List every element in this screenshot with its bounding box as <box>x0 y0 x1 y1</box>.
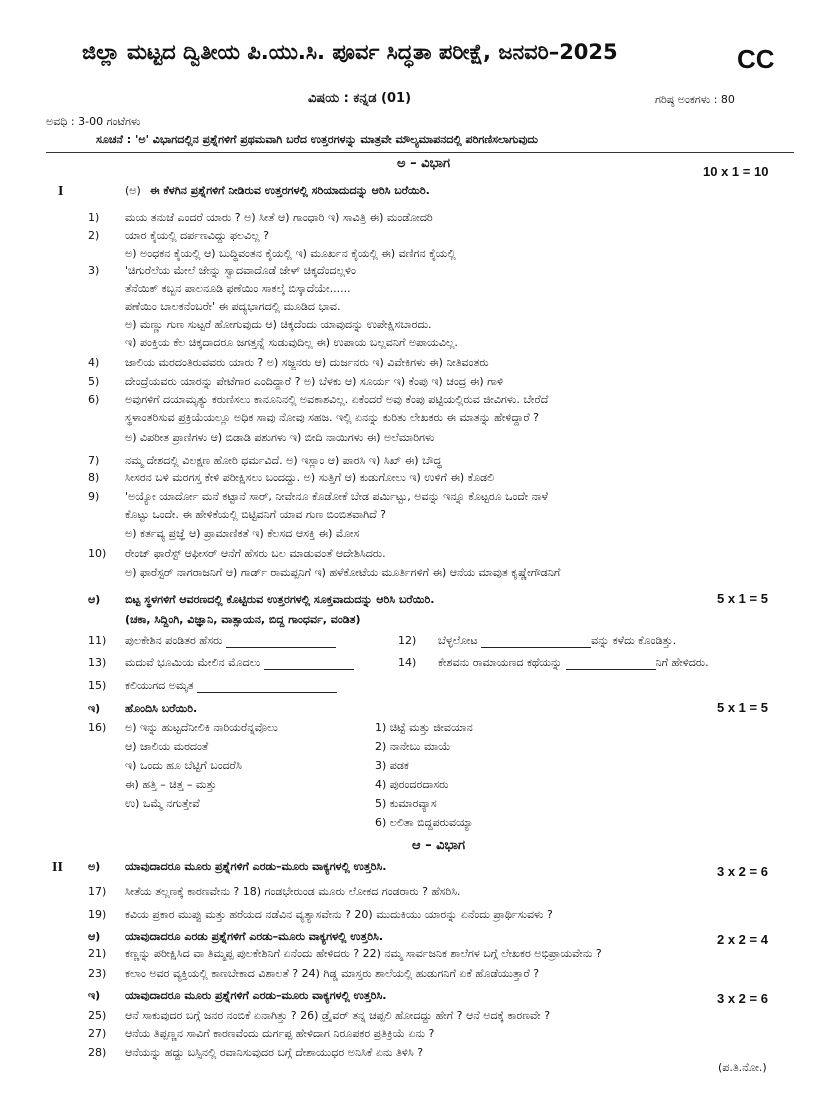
match-left-item: ಆ) ಜಾಲಿಯ ಮರದಂತೆ <box>125 740 209 753</box>
subject-label: ವಿಷಯ : ಕನ್ನಡ (01) <box>308 91 412 106</box>
section-b-group-label: ಆ) <box>88 930 101 943</box>
part-a-label: (ಅ) <box>125 184 141 197</box>
section-b-group-instruction: ಯಾವುದಾದರೂ ಮೂರು ಪ್ರಶ್ನೆಗಳಿಗೆ ಎರಡು–ಮೂರು ವಾಕ್ಯಗಳಲ್ಲಿ ಉತ್ತರಿಸಿ. <box>125 989 387 1002</box>
q-number: 15) <box>88 679 107 692</box>
section-b-group-instruction: ಯಾವುದಾದರೂ ಮೂರು ಪ್ರಶ್ನೆಗಳಿಗೆ ಎರಡು–ಮೂರು ವಾಕ್ಯಗಳಲ್ಲಿ ಉತ್ತರಿಸಿ. <box>125 860 387 873</box>
question-number: 28) <box>88 1046 107 1059</box>
section-a-heading: ಅ – ವಿಭಾಗ <box>397 156 451 171</box>
q-number: 14) <box>398 656 417 669</box>
question-number: 27) <box>88 1027 107 1040</box>
question-text: ದೇಂದ್ರೆಯವರು ಯಾರನ್ನು ಪೇಟೆಗಾರ ಎಂದಿದ್ದಾರೆ ? ಅ) ಬೆಳಕು ಆ) ಸೂರ್ಯ ಇ) ಕೆಂಪು ಇ) ಚಂದ್ರ ಈ) ಗಾಳಿ <box>125 375 503 388</box>
part-a-marks: 10 x 1 = 10 <box>703 164 769 179</box>
match-left-item: ಉ) ಒಮ್ಮೆ ನಗುತ್ತೇವೆ <box>125 797 200 810</box>
question-number: 6) <box>88 393 100 406</box>
question-number: 17) <box>88 885 107 898</box>
match-left-item: ಈ) ಹತ್ತಿ – ಚಿತ್ತ – ಮತ್ತು <box>125 778 217 791</box>
question-text: 'ಅಯ್ಯೋ ಯಾರ್ದೋ ಮನೆ ಕಟ್ಟಾನೆ ಸಾರ್, ನೀವೇನೂ ಕೊಡೋಕೆ ಬೇಡ ಪರ್ಮಿಟ್ಟು, ಅವನ್ನು ಇನ್ನೂ ಕೊಟ್ಟರೂ ಒಂದೇ ನಾಳೆ <box>125 490 549 503</box>
question-number: 2) <box>88 229 100 242</box>
q-text-post: ವನ್ನು ಕಳೆದು ಕೊಂಡಿತ್ತು. <box>591 634 677 647</box>
part-b-options: (ಚಕಾ, ಸಿದ್ದಿಂಗಿ, ವಿಜ್ಞಾನಿ, ವಾತ್ಸಾಯನ, ಬಿದ್ದ ಗಾಂಧರ್ವ, ವಂಡಿತ) <box>125 613 361 626</box>
question-line: ಪಣೆಯಿಂ ಬಾಲಕನೆಂಬರೇ' ಈ ಪದ್ಯಭಾಗದಲ್ಲಿ ಮೂಡಿದ ಭಾವ. <box>125 300 341 313</box>
question-number: 10) <box>88 547 107 560</box>
answer-blank[interactable] <box>481 637 591 648</box>
question-text: ಯಾರ ಕೈಯಲ್ಲಿ ದರ್ಪಣವಿದ್ದು ಫಲವಿಲ್ಲ ? <box>125 229 270 242</box>
q-number: 11) <box>88 634 107 647</box>
question-text: ಆನೆಯ ತಿಪ್ಪಣ್ಣನ ಸಾವಿಗೆ ಕಾರಣವೆಂದು ದುರ್ಗಪ್ಪ ಹೇಳಿದಾಗ ನಿರೂಪಕರ ಪ್ರತಿಕ್ರಿಯೆ ಏನು ? <box>125 1027 435 1040</box>
question-line: ಅ) ಕರ್ತವ್ಯ ಪ್ರಜ್ಞೆ ಆ) ಪ್ರಾಮಾಣಿಕತೆ ಇ) ಕೆಲಸದ ಆಸಕ್ತಿ ಈ) ಮೋಸ <box>125 527 360 540</box>
section-b-group-marks: 2 x 2 = 4 <box>717 932 768 947</box>
instruction-note: ಸೂಚನೆ : 'ಅ' ವಿಭಾಗದಲ್ಲಿನ ಪ್ರಶ್ನೆಗಳಿಗೆ ಪ್ರಥಮವಾಗಿ ಬರೆದ ಉತ್ತರಗಳನ್ನು ಮಾತ್ರವೇ ಮೌಲ್ಯಮಾಪನದಲ್ಲಿ ಪರಿಗಣಿಸಲಾಗುವುದು <box>96 133 538 146</box>
question-line: ಅ) ವಿಪರೀತ ಪ್ರಾಣಿಗಳು ಆ) ಬಿಡಾಡಿ ಪಶುಗಳು ಇ) ಬೀದಿ ನಾಯಿಗಳು ಈ) ಅಲೆಮಾರಿಗಳು <box>125 431 435 444</box>
blank-q15 <box>88 679 337 693</box>
question-text: ಕಣ್ಣನ್ನು ಪರೀಕ್ಷಿಸಿದ ವಾ ತಿಮ್ಮಪ್ಪ ಪುಲಕೇಶಿನಿಗೆ ಏನೆಂದು ಹೇಳಿದರು ? 22) ನಮ್ಮ ಸಾರ್ವಜನಿಕ ಶಾಲೆಗಳ ಬಗ್ಗೆ ಲೇಖಕರ ಅಭಿಪ್ರಾಯವೇನು ? <box>125 947 602 960</box>
header-divider <box>46 152 794 153</box>
part-b-instruction: ಬಿಟ್ಟ ಸ್ಥಳಗಳಿಗೆ ಆವರಣದಲ್ಲಿ ಕೊಟ್ಟಿರುವ ಉತ್ತರಗಳಲ್ಲಿ ಸೂಕ್ತವಾದುದನ್ನು ಆರಿಸಿ ಬರೆಯಿರಿ. <box>125 593 435 606</box>
question-text: 'ಚಿಗುರೆಲೆಯ ಮೇಲೆ ಜೇನ್ನು ಸ್ವಾದವಾದೊಡೆ ಜೇಳ್ ಚಿಕ್ಕದೆಂದಲ್ಲಳಿಂ <box>125 264 356 277</box>
question-line: ಅ) ಮಣ್ಣು ಗುಣ ಸುಟ್ಟರೆ ಹೋಗುವುದು ಆ) ಚಿಕ್ಕದೆಂದು ಯಾವುದನ್ನು ಉಪೇಕ್ಷಿಸಬಾರದು. <box>125 318 432 331</box>
question-text: ಸೀಸರನ ಬಳಿ ಮರಗಸ್ತ ಕೇಳಿ ಪರೀಕ್ಷಿಸಲು ಬಂದದ್ದು. ಅ) ಸುತ್ತಿಗೆ ಆ) ಕುಡುಗೋಲು ಇ) ಉಳಿಗೆ ಈ) ಕೊಡಲಿ <box>125 471 495 484</box>
part-c-instruction: ಹೊಂದಿಸಿ ಬರೆಯಿರಿ. <box>125 702 198 715</box>
question-text: ಆನೆಯನ್ನು ಹದ್ದು ಬಸ್ಸಿನಲ್ಲಿ ರವಾನಿಸುವುದರ ಬಗ್ಗೆ ದೇಶಾಯುಧರ ಅನಿಸಿಕೆ ಏನು ತಿಳಿಸಿ ? <box>125 1046 424 1059</box>
section-b-group-label: ಅ) <box>88 860 101 873</box>
blank-q13 <box>88 656 354 670</box>
max-marks: ಗರಿಷ್ಠ ಅಂಕಗಳು : 80 <box>655 93 735 106</box>
match-right-item: 3) ಪಡಕ <box>375 759 409 772</box>
question-text: ಜಾಲಿಯ ಮರದಂತಿರುವವರು ಯಾರು ? ಅ) ಸಜ್ಜನರು ಆ) ದುರ್ಜನರು ಇ) ವಿವೇಕಿಗಳು ಈ) ನೀತಿವಂತರು <box>125 356 489 369</box>
question-text: ಸೀತೆಯ ತಲ್ಲಣಕ್ಕೆ ಕಾರಣವೇನು ? 18) ಗಂಡಭೇರುಂಡ ಮೂರು ಲೋಕದ ಗಂಡರಾರು ? ಹೆಸರಿಸಿ. <box>125 885 461 898</box>
question-text: ರೇಂಜ್ ಫಾರೆಸ್ಟ್ ಆಫೀಸರ್ ಆನೆಗೆ ಹೆಸರು ಬಲ ಮಾಡುವಂತೆ ಆದೇಶಿಸಿದರು. <box>125 547 386 560</box>
question-text: ಆನೆ ಸಾಕುವುದರ ಬಗ್ಗೆ ಜನರ ನಂಬಿಕೆ ಏನಾಗಿತ್ತು ? 26) ಡ್ರೈವರ್ ತನ್ನ ಚಪ್ಪಲಿ ಹೋದದ್ದು ಹೇಗೆ ? ಆನೆ ಅದಕ್ಕೆ ಕಾರಣವೇ ? <box>125 1009 551 1022</box>
question-number: 4) <box>88 356 100 369</box>
section-b-group-label: ಇ) <box>88 989 101 1002</box>
question-line: ಅ) ಫಾರೆಸ್ಟರ್ ನಾಗರಾಜನಿಗೆ ಆ) ಗಾರ್ಡ್ ರಾಮಪ್ಪನಿಗೆ ಇ) ಹಳೆಕೋಟೆಯ ಮೂರ್ತಿಗಳಿಗೆ ಈ) ಆನೆಯ ಮಾವುತ ಕೃಷ್ಣೇಗೌಡನಿಗೆ <box>125 566 561 579</box>
page-turn-over: (ಪ.ತಿ.ನೋ.) <box>718 1061 767 1074</box>
part-c-marks: 5 x 1 = 5 <box>717 700 768 715</box>
section-b-heading: ಆ – ವಿಭಾಗ <box>412 838 466 853</box>
section-b-group-instruction: ಯಾವುದಾದರೂ ಎರಡು ಪ್ರಶ್ನೆಗಳಿಗೆ ಎರಡು–ಮೂರು ವಾಕ್ಯಗಳಲ್ಲಿ ಉತ್ತರಿಸಿ. <box>125 930 384 943</box>
question-number: 7) <box>88 454 100 467</box>
question-line: ಸ್ಥಳಾಂತರಿಸುವ ಪ್ರಕ್ರಿಯೆಯಲ್ಲೂ ಅಧಿಕ ಸಾವು ನೋವು ಸಹಜ. ಇಲ್ಲಿ ಏನನ್ನು ಕುರಿತು ಲೇಖಕರು ಈ ಮಾತನ್ನು ಹೇಳಿದ್ದಾರೆ ? <box>125 411 539 424</box>
part-c-label: ಇ) <box>88 702 101 715</box>
question-number: 19) <box>88 908 107 921</box>
q-text: ಮದುವೆ ಭೂಮಿಯ ಮೇಲಿನ ಮೊದಲು <box>125 656 261 669</box>
match-right-item: 1) ಚಿಟ್ಟೆ ಮತ್ತು ಜೀವಯಾನ <box>375 721 473 734</box>
exam-title: ಜಿಲ್ಲಾ ಮಟ್ಟದ ದ್ವಿತೀಯ ಪಿ.ಯು.ಸಿ. ಪೂರ್ವ ಸಿದ್ಧತಾ ಪರೀಕ್ಷೆ, ಜನವರಿ–2025 <box>82 40 618 64</box>
match-right-item: 2) ನಾನೇಬು ಮಾಯೆ <box>375 740 451 753</box>
blank-q11 <box>88 634 336 648</box>
question-number: 5) <box>88 375 100 388</box>
q16-number: 16) <box>88 721 107 734</box>
question-number: 8) <box>88 471 100 484</box>
match-right-item: 6) ಲಲಿತಾ ಬಿದ್ದಪರುವಯ್ಯಾ <box>375 816 474 829</box>
section-b-roman: II <box>52 860 63 875</box>
match-right-item: 5) ಕುಮಾರವ್ಯಾಸ <box>375 797 437 810</box>
q-text: ಕಲಿಯುಗದ ಅಮೃತ <box>125 679 194 692</box>
question-text: ಕವಿಯ ಪ್ರಕಾರ ಮುಪ್ಪು ಮತ್ತು ಹರೆಯದ ನಡೆವಿನ ವ್ಯತ್ಯಾಸವೇನು ? 20) ಮುದುಕಿಯು ಯಾರನ್ನು ಏನೆಂದು ಪ್ರಾರ್ಥಿಸುವಳು ? <box>125 908 553 921</box>
answer-blank[interactable] <box>226 637 336 648</box>
question-number: 1) <box>88 211 100 224</box>
part-b-label: ಆ) <box>88 593 101 606</box>
question-number: 25) <box>88 1009 107 1022</box>
answer-blank[interactable] <box>197 682 337 693</box>
duration: ಅವಧಿ : 3-00 ಗಂಟೆಗಳು <box>46 115 141 128</box>
question-number: 3) <box>88 264 100 277</box>
question-text: ಮಯ ತನುಜೆ ಎಂದರೆ ಯಾರು ? ಅ) ಸೀತೆ ಆ) ಗಾಂಧಾರಿ ಇ) ಸಾವಿತ್ರಿ ಈ) ಮಂಡೋದರಿ <box>125 211 433 224</box>
question-text: ನಮ್ಮ ದೇಶದಲ್ಲಿ ವಿಲಕ್ಷಣ ಹೋರಿ ಧರ್ಮವಿದೆ. ಅ) ಇಸ್ಲಾಂ ಆ) ಪಾರಸಿ ಇ) ಸಿಖ್ ಈ) ಬೌದ್ಧ <box>125 454 442 467</box>
q-number: 12) <box>398 634 417 647</box>
part-b-marks: 5 x 1 = 5 <box>717 591 768 606</box>
blank-q12 <box>398 634 676 648</box>
question-line: ಇ) ಪಂಕ್ತಿಯ ಕೆಲ ಚಿಕ್ಕದಾದರೂ ಜಗತ್ತನ್ನೆ ಸುಡುವುದಿಲ್ಲ ಈ) ಉಪಾಯ ಬಲ್ಲವನಿಗೆ ಅಪಾಯವಿಲ್ಲ. <box>125 336 458 349</box>
section-b-group-marks: 3 x 2 = 6 <box>717 864 768 879</box>
answer-blank[interactable] <box>264 659 354 670</box>
section-b-group-marks: 3 x 2 = 6 <box>717 991 768 1006</box>
question-text: ಅವುಗಳಿಗೆ ದಯಾಮೃತ್ಯು ಕರುಣಿಸಲು ಕಾನೂನಿನಲ್ಲಿ ಅವಕಾಶವಿಲ್ಲ. ಏಕೆಂದರೆ ಅವು ಕೆಂಪು ಪಟ್ಟಿಯಲ್ಲಿರುವ ಜೀವಿಗಳು. ಬೇರೆದೆ <box>125 393 549 406</box>
q-text: ಕೇಶವನು ರಾಮಾಯಣದ ಕಥೆಯನ್ನು <box>438 656 563 669</box>
question-number: 23) <box>88 967 107 980</box>
blank-q14 <box>398 656 709 670</box>
part-a-instruction: ಈ ಕೆಳಗಿನ ಪ್ರಶ್ನೆಗಳಿಗೆ ನೀಡಿರುವ ಉತ್ತರಗಳಲ್ಲಿ ಸರಿಯಾದುದನ್ನು ಆರಿಸಿ ಬರೆಯಿರಿ. <box>150 184 430 197</box>
match-right-item: 4) ಪುರಂದರದಾಸರು <box>375 778 449 791</box>
question-text: ಕಲಾಂ ಅವರ ವ್ಯಕ್ತಿಯಲ್ಲಿ ಕಾಣಬೇಕಾದ ವಿಶಾಲತೆ ? 24) ಗಿಡ್ಡ ಮಾಸ್ತರು ಶಾಲೆಯಲ್ಲಿ ಹುಡುಗನಿಗೆ ಏಕೆ ಹೊಡೆಯುತ್ತಾರೆ ? <box>125 967 540 980</box>
match-left-item: ಅ) ಇನ್ನು ಹುಟ್ಟದೆನೀಲಿಕಿ ನಾರಿಯರೆನ್ನವೊಲು <box>125 721 278 734</box>
section-a-roman: I <box>58 184 64 199</box>
q-number: 13) <box>88 656 107 669</box>
question-line: ತೆನೆಯಿಕ್ ಕಬ್ಬನ ಪಾಲನೂಡಿ ಫಣೆಯಿಂ ಸಾಕಲ್ಕೆ ಬಿಸ್ಕಾದೆಯೇ...... <box>125 282 351 295</box>
q-text: ಬೆಳ್ಳಲೋಟ <box>438 634 478 647</box>
question-line: ಅ) ಅಂಧಕನ ಕೈಯಲ್ಲಿ ಆ) ಬುದ್ಧಿವಂತನ ಕೈಯಲ್ಲಿ ಇ) ಮೂರ್ಖನ ಕೈಯಲ್ಲಿ ಈ) ವಣಿಗನ ಕೈಯಲ್ಲಿ <box>125 247 456 260</box>
question-number: 9) <box>88 490 100 503</box>
q-text: ಪುಲಕೇಶಿನ ಪಂಡಿತರ ಹೆಸರು <box>125 634 223 647</box>
question-line: ಕೊಟ್ಟು ಒಂದೇ. ಈ ಹೇಳಿಕೆಯಲ್ಲಿ ಬಿಟ್ಟಿವನಿಗೆ ಯಾವ ಗುಣ ಬಿಂಬಿತವಾಗಿದೆ ? <box>125 508 386 521</box>
answer-blank[interactable] <box>566 659 656 670</box>
paper-code: CC <box>737 44 775 74</box>
match-left-item: ಇ) ಒಂದು ಹೂ ಬೆಟ್ಟಿಗೆ ಬಂದರೆಸಿ <box>125 759 242 772</box>
q-text-post: ನಿಗೆ ಹೇಳಿದರು. <box>655 656 709 669</box>
question-number: 21) <box>88 947 107 960</box>
